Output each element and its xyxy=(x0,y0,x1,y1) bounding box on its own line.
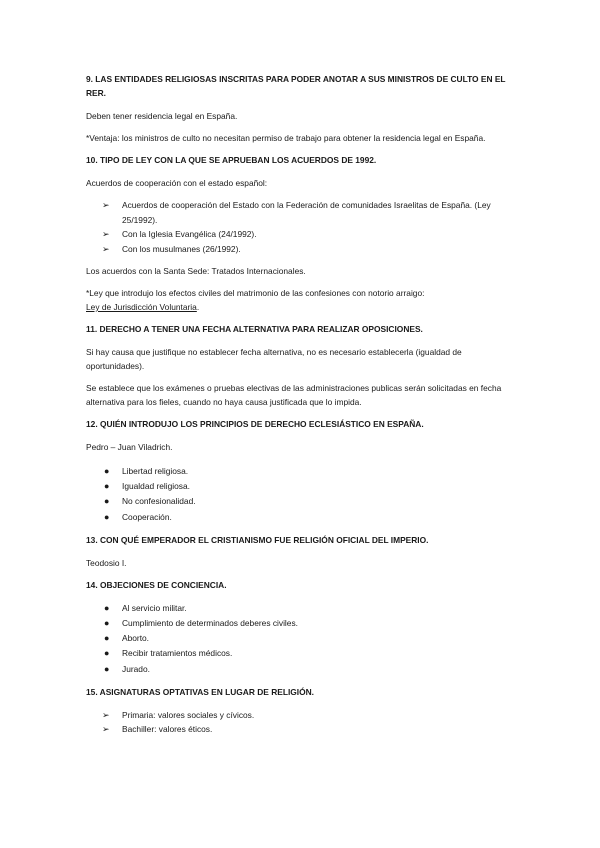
underlined-law-name: Ley de Jurisdicción Voluntaria xyxy=(86,302,197,312)
paragraph: Acuerdos de cooperación con el estado español: xyxy=(86,178,268,188)
list-item xyxy=(86,662,518,677)
bullet-list xyxy=(86,601,518,677)
section-heading-9: 9. LAS ENTIDADES RELIGIOSAS INSCRITAS PARA PODER ANOTAR A SUS MINISTROS DE CULTO EN EL RER. xyxy=(86,74,506,98)
dot-bullet-icon: ● xyxy=(104,466,110,476)
list-item xyxy=(86,227,518,242)
list-item-text: Con los musulmanes (26/1992). xyxy=(122,243,241,254)
section-heading-10: 10. TIPO DE LEY CON LA QUE SE APRUEBAN LOS ACUERDOS DE 1992. xyxy=(86,155,377,165)
list-item xyxy=(86,631,518,646)
list-item-text: Recibir tratamientos médicos. xyxy=(122,648,233,659)
list-item xyxy=(86,198,518,227)
dot-bullet-icon: ● xyxy=(104,648,110,659)
dot-bullet-icon: ● xyxy=(104,633,110,644)
list-item-text: Cooperación. xyxy=(122,511,172,522)
list-item-text: Igualdad religiosa. xyxy=(122,481,190,492)
arrow-bullet-icon: ➢ xyxy=(102,709,110,720)
list-item xyxy=(86,464,518,479)
arrow-bullet-icon: ➢ xyxy=(102,229,110,239)
arrow-bullet-icon: ➢ xyxy=(102,243,110,254)
list-item xyxy=(86,479,518,494)
section-heading-14: 14. OBJECIONES DE CONCIENCIA. xyxy=(86,579,227,590)
dot-bullet-icon: ● xyxy=(104,602,110,613)
list-item-text: Jurado. xyxy=(122,663,150,674)
list-item-text: Al servicio militar. xyxy=(122,602,187,613)
arrow-list xyxy=(86,198,518,256)
paragraph: Deben tener residencia legal en España. xyxy=(86,111,238,121)
dot-bullet-icon: ● xyxy=(104,663,110,674)
paragraph: Si hay causa que justifique no establecer fecha alternativa, no es necesario establecerla (igualdad de oportunidades). xyxy=(86,347,462,371)
list-item-text: Con la Iglesia Evangélica (24/1992). xyxy=(122,229,257,239)
document-content xyxy=(86,72,518,745)
list-item-text: Cumplimiento de determinados deberes civiles. xyxy=(122,618,298,629)
list-item xyxy=(86,510,518,525)
paragraph: Se establece que los exámenes o pruebas electivas de las administraciones publicas serán solicitadas en fecha alternativa para los fieles, cuando no haya causa justificada que lo impida. xyxy=(86,383,502,407)
list-item xyxy=(86,616,518,631)
dot-bullet-icon: ● xyxy=(104,481,110,492)
list-item-text: Acuerdos de cooperación del Estado con la Federación de comunidades Israelitas de España. (Ley 25/1992). xyxy=(122,200,491,225)
list-item xyxy=(86,646,518,661)
section-heading-11: 11. DERECHO A TENER UNA FECHA ALTERNATIVA PARA REALIZAR OPOSICIONES. xyxy=(86,324,423,334)
dot-bullet-icon: ● xyxy=(104,511,110,522)
arrow-bullet-icon: ➢ xyxy=(102,200,110,210)
section-heading-12: 12. QUIÉN INTRODUJO LOS PRINCIPIOS DE DERECHO ECLESIÁSTICO EN ESPAÑA. xyxy=(86,419,424,429)
bullet-list xyxy=(86,464,518,525)
list-item-text: Primaria: valores sociales y cívicos. xyxy=(122,709,255,720)
paragraph: Pedro – Juan Viladrich. xyxy=(86,442,173,452)
list-item-text: Libertad religiosa. xyxy=(122,466,189,476)
section-heading-15: 15. ASIGNATURAS OPTATIVAS EN LUGAR DE RELIGIÓN. xyxy=(86,686,314,697)
list-item xyxy=(86,494,518,509)
dot-bullet-icon: ● xyxy=(104,618,110,629)
list-item xyxy=(86,242,518,257)
paragraph: *Ventaja: los ministros de culto no necesitan permiso de trabajo para obtener la residencia legal en España. xyxy=(86,133,486,143)
list-item-text: Aborto. xyxy=(122,633,150,644)
paragraph-text: *Ley que introdujo los efectos civiles del matrimonio de las confesiones con notorio arraigo: xyxy=(86,288,425,298)
dot-bullet-icon: ● xyxy=(104,496,110,507)
section-heading-13: 13. CON QUÉ EMPERADOR EL CRISTIANISMO FUE RELIGIÓN OFICIAL DEL IMPERIO. xyxy=(86,534,429,545)
list-item-text: No confesionalidad. xyxy=(122,496,196,507)
arrow-bullet-icon: ➢ xyxy=(102,724,110,735)
arrow-list xyxy=(86,708,518,737)
list-item xyxy=(86,708,518,723)
list-item xyxy=(86,722,518,737)
list-item xyxy=(86,601,518,616)
list-item-text: Bachiller: valores éticos. xyxy=(122,724,213,735)
paragraph: Los acuerdos con la Santa Sede: Tratados Internacionales. xyxy=(86,266,306,276)
paragraph: Teodosio I. xyxy=(86,557,127,568)
paragraph xyxy=(86,286,518,314)
period: . xyxy=(196,302,200,312)
